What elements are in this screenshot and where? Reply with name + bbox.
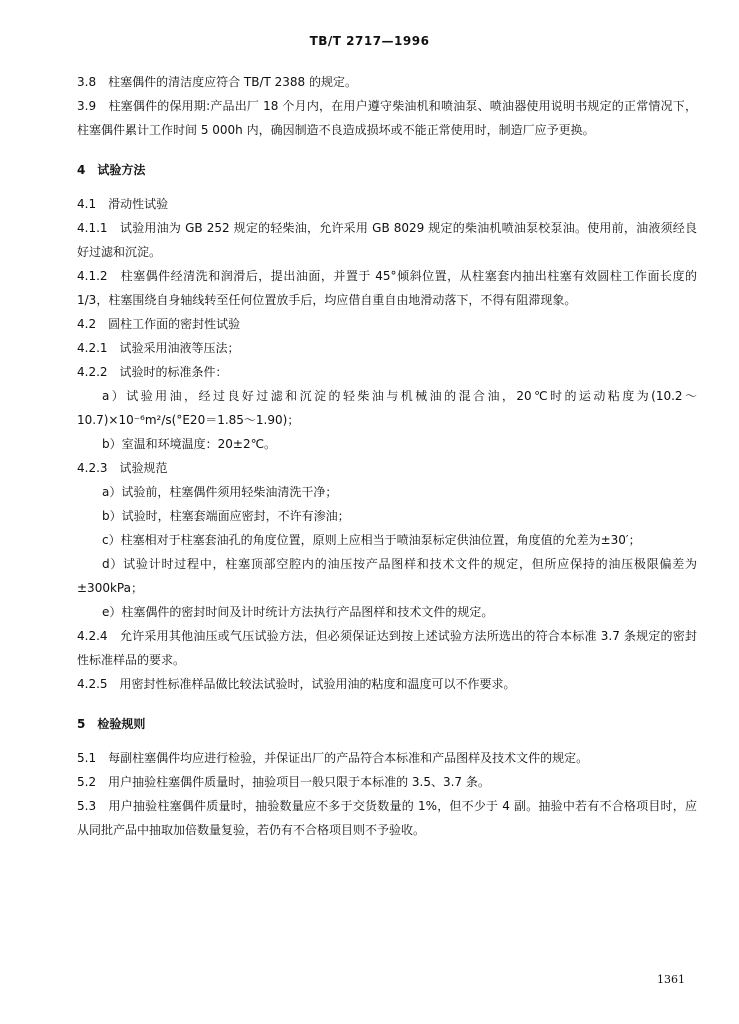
section-5-heading: 5 检验规则: [77, 717, 146, 731]
section-4-heading: 4 试验方法: [77, 163, 146, 177]
clause-4-2-2: 4.2.2 试验时的标准条件：: [77, 365, 228, 379]
page-number: 1361: [657, 973, 685, 986]
clause-4-2-2-b: b）室温和环境温度：20±2℃。: [102, 437, 277, 451]
clause-4-2: 4.2 圆柱工作面的密封性试验: [77, 317, 241, 331]
clause-4-2-3-d: d）试验计时过程中，柱塞顶部空腔内的油压按产品图样和技术文件的规定，但所应保持的油压极限偏差为±300kPa；: [77, 557, 697, 595]
clause-4-2-4: 4.2.4 允许采用其他油压或气压试验方法，但必须保证达到按上述试验方法所选出的符合本标准 3.7 条规定的密封性标准样品的要求。: [77, 629, 697, 667]
clause-4-1: 4.1 滑动性试验: [77, 197, 169, 211]
clause-4-2-5: 4.2.5 用密封性标准样品做比较法试验时，试验用油的粘度和温度可以不作要求。: [77, 677, 516, 691]
clause-4-2-3-b: b）试验时，柱塞套端面应密封，不许有渗油；: [102, 509, 350, 523]
clause-4-1-1: 4.1.1 试验用油为 GB 252 规定的轻柴油，允许采用 GB 8029 规定的柴油机喷油泵校泵油。使用前，油液须经良好过滤和沉淀。: [77, 221, 697, 259]
clause-5-3: 5.3 用户抽验柱塞偶件质量时，抽验数量应不多于交货数量的 1%，但不少于 4 副。抽验中若有不合格项目时，应从同批产品中抽取加倍数量复验，若仍有不合格项目则不予验收。: [77, 799, 697, 837]
clause-5-2: 5.2 用户抽验柱塞偶件质量时，抽验项目一般只限于本标准的 3.5、3.7 条。: [77, 775, 490, 789]
clause-4-2-3-e: e）柱塞偶件的密封时间及计时统计方法执行产品图样和技术文件的规定。: [102, 605, 494, 619]
clause-3-8: 3.8 柱塞偶件的清洁度应符合 TB/T 2388 的规定。: [77, 75, 358, 89]
clause-4-2-3: 4.2.3 试验规范: [77, 461, 168, 475]
clause-4-2-2-a: a）试验用油，经过良好过滤和沉淀的轻柴油与机械油的混合油，20℃时的运动粘度为(10.2～10.7)×10⁻⁶m²/s(°E20＝1.85～1.90)；: [77, 389, 697, 427]
clause-4-2-3-c: c）柱塞相对于柱塞套油孔的角度位置，原则上应相当于喷油泵标定供油位置，角度值的允差为±30′；: [102, 533, 641, 547]
clause-4-1-2: 4.1.2 柱塞偶件经清洗和润滑后，提出油面，并置于 45°倾斜位置，从柱塞套内抽出柱塞有效圆柱工作面长度的 1/3，柱塞围绕自身轴线转至任何位置放手后，均应借自重自由地滑动落下，不得有阻滞现象。: [77, 269, 697, 307]
standard-header: TB/T 2717—1996: [309, 34, 430, 48]
clause-5-1: 5.1 每副柱塞偶件均应进行检验，并保证出厂的产品符合本标准和产品图样及技术文件的规定。: [77, 751, 589, 765]
clause-4-2-3-a: a）试验前，柱塞偶件须用轻柴油清洗干净；: [102, 485, 338, 499]
clause-3-9: 3.9 柱塞偶件的保用期:产品出厂 18 个月内，在用户遵守柴油机和喷油泵、喷油器使用说明书规定的正常情况下，柱塞偶件累计工作时间 5 000h 内，确因制造不良造成损坏或不能正常使用时，制造厂应予更换。: [77, 99, 697, 137]
clause-4-2-1: 4.2.1 试验采用油液等压法；: [77, 341, 240, 355]
document-body: [77, 70, 697, 842]
